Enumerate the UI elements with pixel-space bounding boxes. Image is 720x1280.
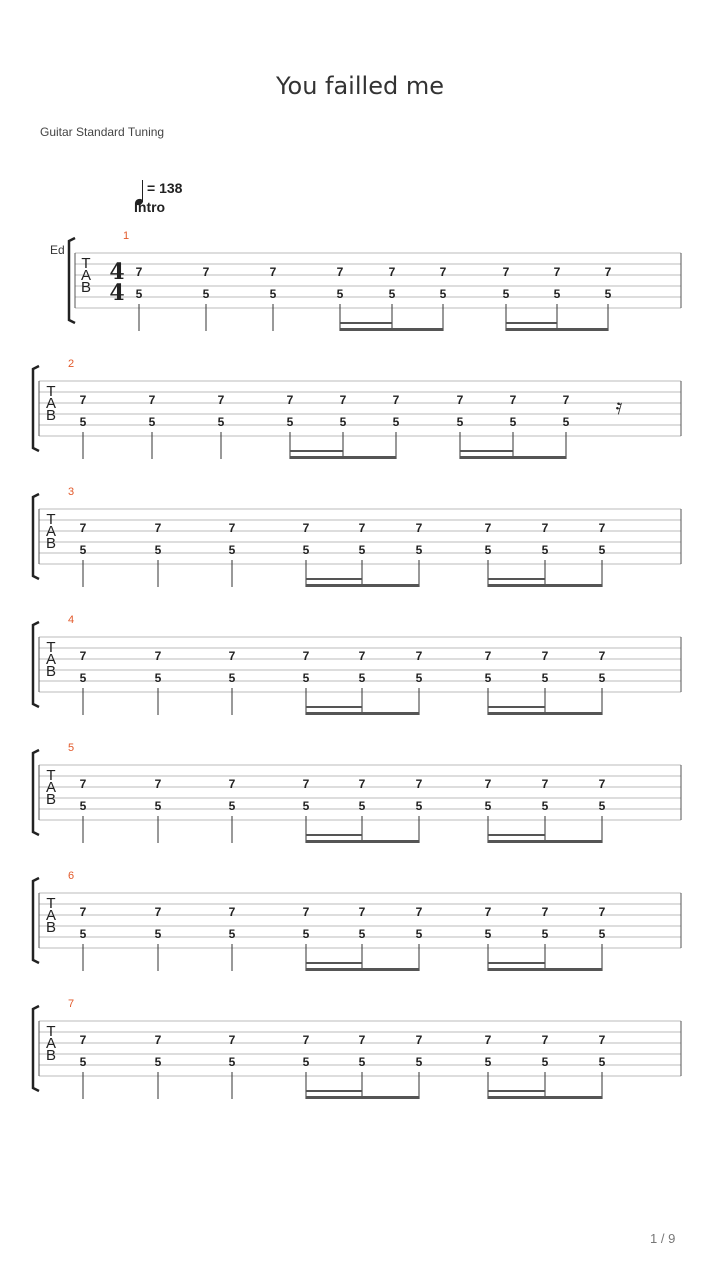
fret-number: 5	[415, 799, 423, 813]
fret-number: 5	[79, 671, 87, 685]
fret-number: 5	[228, 799, 236, 813]
tab-clef-letter: B	[45, 407, 57, 424]
fret-number: 7	[415, 1033, 423, 1047]
fret-number: 5	[553, 287, 561, 301]
fret-number: 5	[302, 927, 310, 941]
fret-number: 7	[562, 393, 570, 407]
fret-number: 7	[79, 905, 87, 919]
fret-number: 5	[336, 287, 344, 301]
fret-number: 5	[302, 799, 310, 813]
system-bracket	[33, 622, 39, 707]
fret-number: 7	[154, 777, 162, 791]
fret-number: 7	[135, 265, 143, 279]
tab-clef-letter: T	[46, 639, 56, 656]
note-beam-secondary	[306, 706, 362, 708]
fret-number: 5	[302, 671, 310, 685]
fret-number: 7	[502, 265, 510, 279]
fret-number: 5	[228, 1055, 236, 1069]
fret-number: 7	[302, 521, 310, 535]
note-beam-secondary	[488, 578, 545, 580]
measure-number: 1	[123, 230, 130, 242]
fret-number: 7	[553, 265, 561, 279]
tab-clef-letter: A	[45, 1035, 57, 1052]
time-signature-top: 4	[109, 259, 125, 285]
fret-number: 5	[154, 927, 162, 941]
fret-number: 5	[217, 415, 225, 429]
fret-number: 5	[388, 287, 396, 301]
tab-clef-letter: B	[80, 279, 92, 296]
fret-number: 5	[228, 927, 236, 941]
fret-number: 7	[154, 1033, 162, 1047]
note-beam-secondary	[488, 1090, 545, 1092]
fret-number: 7	[228, 1033, 236, 1047]
fret-number: 5	[484, 799, 492, 813]
fret-number: 5	[415, 543, 423, 557]
fret-number: 7	[79, 521, 87, 535]
fret-number: 5	[358, 543, 366, 557]
fret-number: 5	[358, 799, 366, 813]
fret-number: 7	[541, 521, 549, 535]
fret-number: 5	[202, 287, 210, 301]
note-beam-secondary	[340, 322, 392, 324]
note-beam-secondary	[488, 834, 545, 836]
fret-number: 5	[541, 671, 549, 685]
fret-number: 5	[79, 799, 87, 813]
fret-number: 7	[604, 265, 612, 279]
fret-number: 7	[286, 393, 294, 407]
fret-number: 5	[456, 415, 464, 429]
fret-number: 5	[154, 543, 162, 557]
note-beam-secondary	[488, 962, 545, 964]
fret-number: 5	[415, 1055, 423, 1069]
fret-number: 7	[358, 1033, 366, 1047]
fret-number: 7	[228, 521, 236, 535]
fret-number: 7	[598, 1033, 606, 1047]
fret-number: 7	[415, 905, 423, 919]
fret-number: 5	[509, 415, 517, 429]
note-beam	[460, 456, 566, 459]
tab-clef-letter: T	[46, 767, 56, 784]
fret-number: 7	[484, 905, 492, 919]
measure-number: 6	[68, 870, 75, 882]
fret-number: 5	[148, 415, 156, 429]
fret-number: 7	[302, 1033, 310, 1047]
fret-number: 7	[598, 521, 606, 535]
note-beam	[506, 328, 608, 331]
fret-number: 7	[484, 777, 492, 791]
fret-number: 5	[484, 1055, 492, 1069]
fret-number: 5	[484, 543, 492, 557]
fret-number: 7	[336, 265, 344, 279]
fret-number: 5	[541, 799, 549, 813]
fret-number: 5	[358, 927, 366, 941]
note-beam-secondary	[306, 962, 362, 964]
note-beam	[306, 712, 419, 715]
fret-number: 7	[415, 777, 423, 791]
fret-number: 5	[154, 799, 162, 813]
tab-clef-letter: A	[45, 523, 57, 540]
fret-number: 5	[598, 543, 606, 557]
fret-number: 5	[541, 927, 549, 941]
fret-number: 5	[484, 671, 492, 685]
system-bracket	[69, 238, 75, 323]
fret-number: 7	[541, 649, 549, 663]
note-beam	[488, 712, 602, 715]
measure-number: 2	[68, 358, 75, 370]
tab-clef-letter: T	[46, 895, 56, 912]
fret-number: 7	[79, 777, 87, 791]
note-beam-secondary	[306, 1090, 362, 1092]
tab-clef-letter: T	[46, 1023, 56, 1040]
measure-number: 3	[68, 486, 75, 498]
note-beam-secondary	[290, 450, 343, 452]
tab-clef-letter: B	[45, 663, 57, 680]
fret-number: 7	[415, 649, 423, 663]
fret-number: 5	[541, 543, 549, 557]
fret-number: 7	[598, 777, 606, 791]
fret-number: 7	[269, 265, 277, 279]
system-bracket	[33, 750, 39, 835]
fret-number: 7	[484, 1033, 492, 1047]
system-bracket	[33, 366, 39, 451]
fret-number: 7	[388, 265, 396, 279]
system-bracket	[33, 878, 39, 963]
note-beam	[488, 1096, 602, 1099]
note-beam	[340, 328, 443, 331]
fret-number: 5	[228, 543, 236, 557]
fret-number: 7	[541, 1033, 549, 1047]
tab-clef-letter: T	[81, 255, 91, 272]
fret-number: 5	[598, 799, 606, 813]
measure-number: 7	[68, 998, 75, 1010]
fret-number: 7	[302, 777, 310, 791]
note-beam	[306, 968, 419, 971]
fret-number: 5	[598, 1055, 606, 1069]
tuning-label: Guitar Standard Tuning	[40, 125, 165, 139]
fret-number: 7	[217, 393, 225, 407]
fret-number: 5	[269, 287, 277, 301]
fret-number: 7	[79, 649, 87, 663]
tempo-value: = 138	[147, 180, 183, 196]
note-beam	[306, 584, 419, 587]
fret-number: 5	[154, 1055, 162, 1069]
fret-number: 5	[358, 1055, 366, 1069]
tab-clef-letter: B	[45, 791, 57, 808]
page-title: You failled me	[276, 72, 444, 100]
fret-number: 5	[598, 671, 606, 685]
fret-number: 5	[415, 671, 423, 685]
fret-number: 7	[456, 393, 464, 407]
fret-number: 7	[302, 905, 310, 919]
fret-number: 7	[79, 1033, 87, 1047]
eighth-rest-icon: 𝄿	[615, 395, 623, 420]
note-beam	[488, 840, 602, 843]
fret-number: 7	[439, 265, 447, 279]
fret-number: 7	[302, 649, 310, 663]
fret-number: 7	[415, 521, 423, 535]
note-beam-secondary	[506, 322, 557, 324]
fret-number: 5	[484, 927, 492, 941]
fret-number: 7	[484, 649, 492, 663]
fret-number: 7	[154, 905, 162, 919]
tab-clef-letter: A	[80, 267, 92, 284]
fret-number: 5	[302, 543, 310, 557]
tab-clef-letter: B	[45, 535, 57, 552]
fret-number: 5	[79, 1055, 87, 1069]
fret-number: 5	[135, 287, 143, 301]
tab-clef-letter: A	[45, 907, 57, 924]
fret-number: 5	[79, 415, 87, 429]
fret-number: 5	[358, 671, 366, 685]
fret-number: 5	[598, 927, 606, 941]
fret-number: 7	[154, 521, 162, 535]
fret-number: 5	[228, 671, 236, 685]
fret-number: 7	[339, 393, 347, 407]
fret-number: 7	[541, 777, 549, 791]
fret-number: 5	[79, 927, 87, 941]
fret-number: 7	[79, 393, 87, 407]
note-beam	[488, 968, 602, 971]
fret-number: 5	[541, 1055, 549, 1069]
fret-number: 5	[302, 1055, 310, 1069]
fret-number: 7	[598, 649, 606, 663]
tab-clef-letter: A	[45, 779, 57, 796]
note-beam-secondary	[488, 706, 545, 708]
fret-number: 7	[392, 393, 400, 407]
fret-number: 7	[358, 649, 366, 663]
page-number: 1 / 9	[650, 1231, 676, 1246]
track-label: Ed	[50, 243, 65, 257]
fret-number: 5	[79, 543, 87, 557]
system-bracket	[33, 494, 39, 579]
note-beam	[306, 840, 419, 843]
tab-clef-letter: B	[45, 919, 57, 936]
section-label: Intro	[134, 199, 166, 215]
fret-number: 5	[502, 287, 510, 301]
fret-number: 7	[228, 905, 236, 919]
note-beam-secondary	[460, 450, 513, 452]
tab-clef-letter: T	[46, 511, 56, 528]
fret-number: 7	[598, 905, 606, 919]
fret-number: 7	[509, 393, 517, 407]
fret-number: 5	[604, 287, 612, 301]
fret-number: 5	[286, 415, 294, 429]
tab-clef-letter: B	[45, 1047, 57, 1064]
fret-number: 5	[154, 671, 162, 685]
fret-number: 5	[339, 415, 347, 429]
fret-number: 7	[358, 777, 366, 791]
time-signature-bottom: 4	[109, 280, 125, 306]
note-beam	[488, 584, 602, 587]
fret-number: 5	[415, 927, 423, 941]
fret-number: 7	[358, 905, 366, 919]
tab-clef-letter: A	[45, 651, 57, 668]
tab-clef-letter: T	[46, 383, 56, 400]
fret-number: 7	[228, 649, 236, 663]
fret-number: 7	[202, 265, 210, 279]
tab-clef-letter: A	[45, 395, 57, 412]
note-beam-secondary	[306, 578, 362, 580]
system-bracket	[33, 1006, 39, 1091]
fret-number: 7	[484, 521, 492, 535]
note-beam-secondary	[306, 834, 362, 836]
note-beam	[290, 456, 396, 459]
fret-number: 5	[439, 287, 447, 301]
fret-number: 7	[148, 393, 156, 407]
fret-number: 7	[541, 905, 549, 919]
note-beam	[306, 1096, 419, 1099]
fret-number: 7	[228, 777, 236, 791]
measure-number: 4	[68, 614, 75, 626]
measure-number: 5	[68, 742, 75, 754]
fret-number: 5	[392, 415, 400, 429]
fret-number: 7	[358, 521, 366, 535]
fret-number: 5	[562, 415, 570, 429]
fret-number: 7	[154, 649, 162, 663]
